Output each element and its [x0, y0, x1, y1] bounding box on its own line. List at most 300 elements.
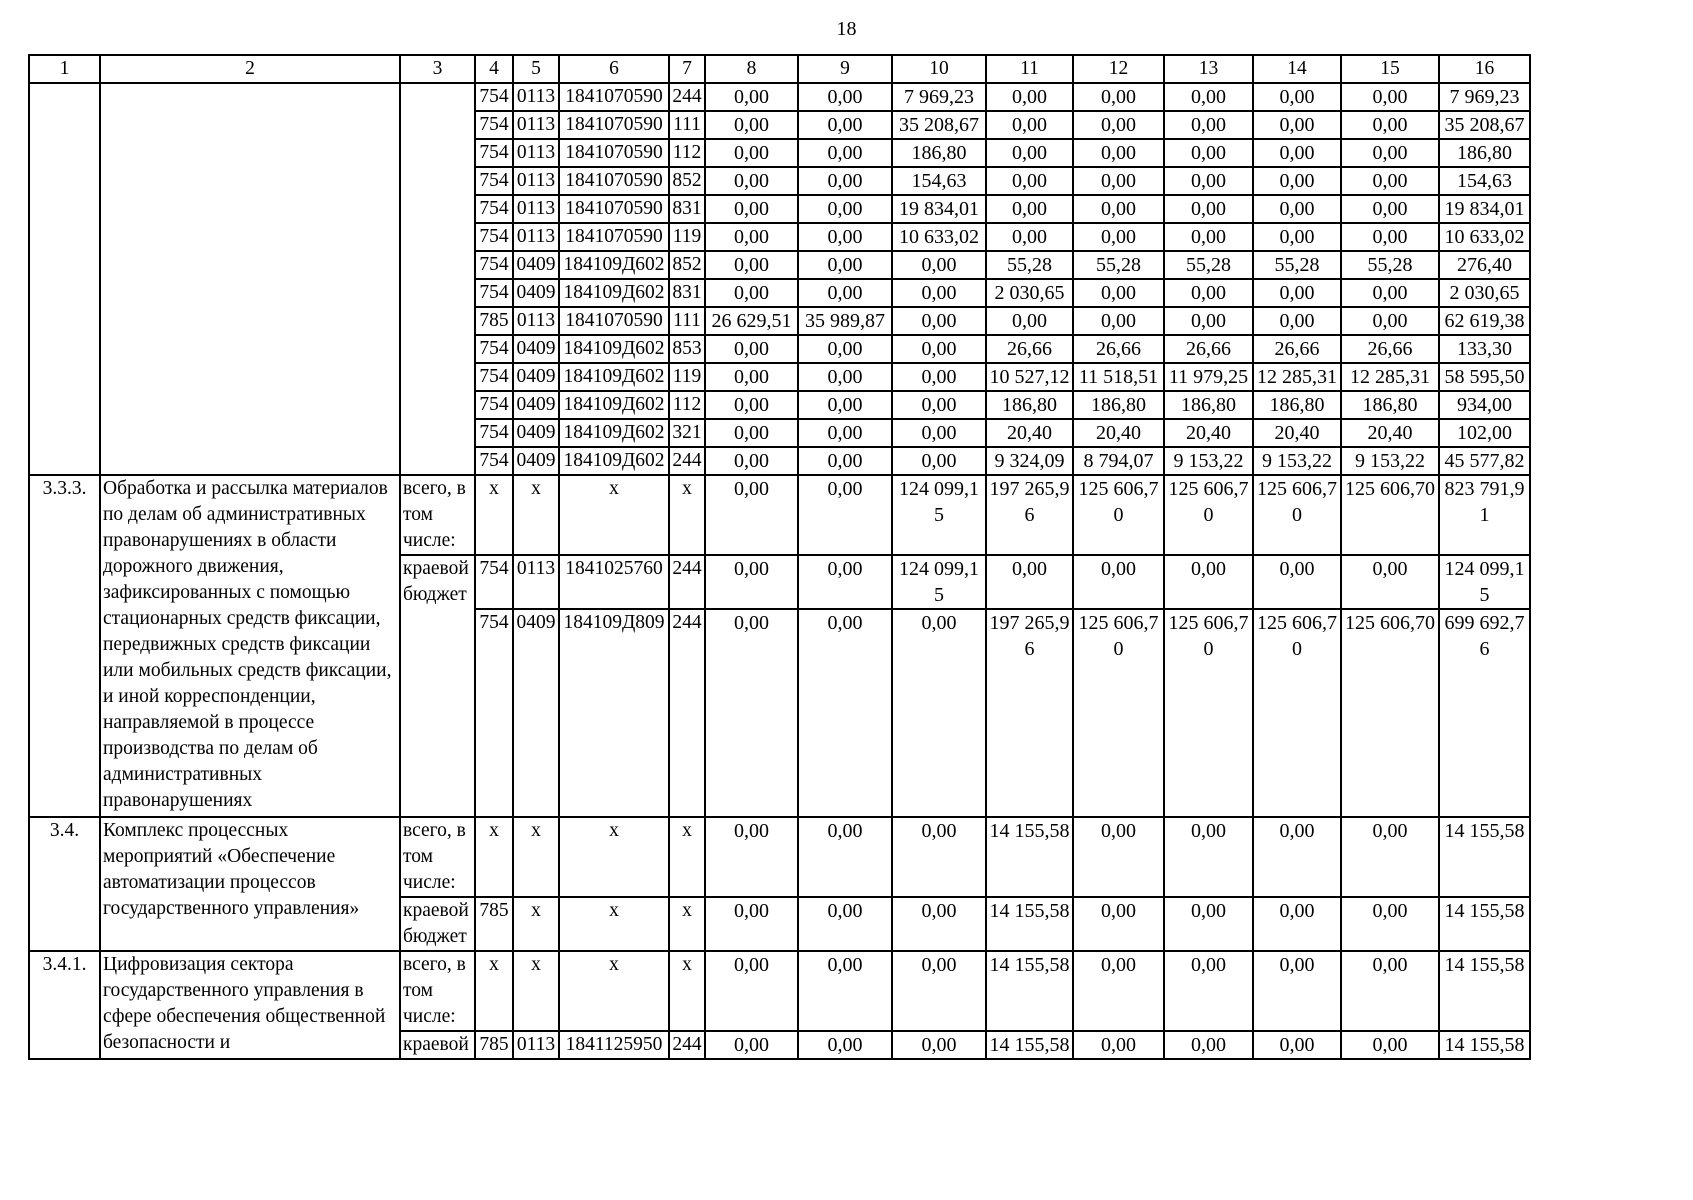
budget-table: [28, 54, 1531, 1060]
total-cell-col4: х: [475, 951, 513, 1031]
total-label: всего, в том числе:: [400, 817, 475, 897]
header-cell-6: 6: [559, 55, 669, 83]
section-number: 3.3.3.: [29, 475, 100, 817]
value-cell-col7: 321: [669, 419, 705, 447]
value-cell-col6: 184109Д602: [559, 391, 669, 419]
value-cell-col12: 0,00: [1073, 279, 1164, 307]
value-cell-col9: 0,00: [798, 391, 892, 419]
value-cell-col6: 1841070590: [559, 139, 669, 167]
budget-cell-col8: 0,00: [705, 897, 798, 951]
value-cell-col13: 0,00: [1164, 111, 1253, 139]
budget-cell-col14: 125 606,70: [1253, 609, 1341, 817]
total-cell-col12: 0,00: [1073, 951, 1164, 1031]
value-cell-col12: 20,40: [1073, 419, 1164, 447]
value-cell-col5: 0409: [513, 391, 559, 419]
value-cell-col14: 26,66: [1253, 335, 1341, 363]
budget-label: краевой бюджет: [400, 897, 475, 951]
total-cell-col15: 0,00: [1341, 951, 1439, 1031]
value-cell-col16: 102,00: [1439, 419, 1530, 447]
value-cell-col7: 852: [669, 167, 705, 195]
value-cell-col4: 754: [475, 167, 513, 195]
value-cell-col16: 45 577,82: [1439, 447, 1530, 475]
header-cell-5: 5: [513, 55, 559, 83]
value-cell-col11: 0,00: [986, 111, 1073, 139]
value-cell-col13: 186,80: [1164, 391, 1253, 419]
value-cell-col6: 1841070590: [559, 111, 669, 139]
budget-cell-col4: 754: [475, 609, 513, 817]
total-cell-col7: х: [669, 475, 705, 555]
value-cell-col6: 184109Д602: [559, 363, 669, 391]
value-cell-col6: 184109Д602: [559, 419, 669, 447]
value-cell-col8: 0,00: [705, 391, 798, 419]
budget-label: краевой бюджет: [400, 555, 475, 817]
value-cell-col8: 0,00: [705, 83, 798, 111]
value-cell-col11: 186,80: [986, 391, 1073, 419]
value-cell-col11: 0,00: [986, 139, 1073, 167]
total-cell-col15: 125 606,70: [1341, 475, 1439, 555]
total-label: всего, в том числе:: [400, 951, 475, 1031]
value-cell-col8: 0,00: [705, 195, 798, 223]
budget-cell-col6: 1841125950: [559, 1031, 669, 1059]
value-cell-col13: 0,00: [1164, 139, 1253, 167]
value-cell-col9: 0,00: [798, 83, 892, 111]
budget-cell-col15: 125 606,70: [1341, 609, 1439, 817]
budget-cell-col11: 0,00: [986, 555, 1073, 609]
total-cell-col5: х: [513, 475, 559, 555]
value-cell-col7: 244: [669, 83, 705, 111]
value-cell-col11: 0,00: [986, 167, 1073, 195]
value-cell-col8: 0,00: [705, 139, 798, 167]
budget-cell-col8: 0,00: [705, 1031, 798, 1059]
value-cell-col5: 0113: [513, 167, 559, 195]
value-cell-col16: 19 834,01: [1439, 195, 1530, 223]
value-cell-col4: 754: [475, 139, 513, 167]
budget-cell-col12: 125 606,70: [1073, 609, 1164, 817]
value-cell-col8: 0,00: [705, 167, 798, 195]
value-cell-col8: 0,00: [705, 111, 798, 139]
header-cell-7: 7: [669, 55, 705, 83]
value-cell-col4: 754: [475, 195, 513, 223]
value-cell-col16: 276,40: [1439, 251, 1530, 279]
budget-cell-col6: 184109Д809: [559, 609, 669, 817]
budget-cell-col11: 14 155,58: [986, 1031, 1073, 1059]
total-cell-col12: 0,00: [1073, 817, 1164, 897]
value-cell-col7: 111: [669, 307, 705, 335]
total-cell-col14: 0,00: [1253, 951, 1341, 1031]
total-cell-col5: х: [513, 951, 559, 1031]
header-cell-9: 9: [798, 55, 892, 83]
row-number-cell: [29, 83, 100, 475]
value-cell-col10: 0,00: [892, 307, 986, 335]
budget-cell-col9: 0,00: [798, 609, 892, 817]
value-cell-col12: 186,80: [1073, 391, 1164, 419]
total-cell-col16: 823 791,91: [1439, 475, 1530, 555]
total-cell-col7: х: [669, 817, 705, 897]
header-cell-14: 14: [1253, 55, 1341, 83]
budget-cell-col7: 244: [669, 555, 705, 609]
value-cell-col6: 184109Д602: [559, 335, 669, 363]
section-description: Обработка и рассылка материалов по делам об административных правонарушениях в области дорожного движения, зафиксированных с помощью стационарных средств фиксации, передвижных средств фиксации или мобильных средств фиксации, и иной корреспонденции, направляемой в процессе производства по делам об административных правонарушениях: [100, 475, 400, 817]
section-number: 3.4.1.: [29, 951, 100, 1059]
value-cell-col15: 55,28: [1341, 251, 1439, 279]
total-cell-col6: х: [559, 475, 669, 555]
value-cell-col5: 0409: [513, 335, 559, 363]
budget-cell-col13: 0,00: [1164, 555, 1253, 609]
value-cell-col10: 186,80: [892, 139, 986, 167]
value-cell-col11: 0,00: [986, 195, 1073, 223]
value-cell-col6: 184109Д602: [559, 447, 669, 475]
value-cell-col5: 0409: [513, 419, 559, 447]
budget-cell-col12: 0,00: [1073, 897, 1164, 951]
budget-cell-col5: 0113: [513, 1031, 559, 1059]
value-cell-col16: 62 619,38: [1439, 307, 1530, 335]
value-cell-col10: 0,00: [892, 391, 986, 419]
total-cell-col10: 0,00: [892, 951, 986, 1031]
value-cell-col16: 133,30: [1439, 335, 1530, 363]
value-cell-col4: 754: [475, 391, 513, 419]
value-cell-col10: 0,00: [892, 335, 986, 363]
value-cell-col7: 112: [669, 139, 705, 167]
total-cell-col13: 0,00: [1164, 951, 1253, 1031]
value-cell-col12: 0,00: [1073, 139, 1164, 167]
header-cell-13: 13: [1164, 55, 1253, 83]
budget-cell-col12: 0,00: [1073, 555, 1164, 609]
value-cell-col13: 20,40: [1164, 419, 1253, 447]
budget-cell-col5: х: [513, 897, 559, 951]
budget-cell-col10: 0,00: [892, 897, 986, 951]
value-cell-col5: 0113: [513, 195, 559, 223]
value-cell-col14: 55,28: [1253, 251, 1341, 279]
budget-cell-col14: 0,00: [1253, 1031, 1341, 1059]
value-cell-col16: 934,00: [1439, 391, 1530, 419]
value-cell-col15: 0,00: [1341, 279, 1439, 307]
value-cell-col15: 0,00: [1341, 307, 1439, 335]
value-cell-col16: 7 969,23: [1439, 83, 1530, 111]
value-cell-col11: 0,00: [986, 307, 1073, 335]
value-cell-col9: 0,00: [798, 363, 892, 391]
value-cell-col14: 0,00: [1253, 167, 1341, 195]
value-cell-col5: 0409: [513, 279, 559, 307]
total-cell-col16: 14 155,58: [1439, 951, 1530, 1031]
total-cell-col8: 0,00: [705, 475, 798, 555]
value-cell-col4: 785: [475, 307, 513, 335]
budget-cell-col10: 0,00: [892, 1031, 986, 1059]
value-cell-col7: 244: [669, 447, 705, 475]
table-row: [29, 83, 1530, 111]
total-cell-col9: 0,00: [798, 817, 892, 897]
value-cell-col6: 1841070590: [559, 223, 669, 251]
total-cell-col8: 0,00: [705, 817, 798, 897]
value-cell-col13: 0,00: [1164, 83, 1253, 111]
header-cell-12: 12: [1073, 55, 1164, 83]
value-cell-col4: 754: [475, 111, 513, 139]
page-number: 18: [836, 18, 857, 40]
total-cell-col15: 0,00: [1341, 817, 1439, 897]
budget-cell-col16: 14 155,58: [1439, 1031, 1530, 1059]
total-cell-col11: 14 155,58: [986, 951, 1073, 1031]
section-description: Цифровизация сектора государственного управления в сфере обеспечения общественной безопасности и: [100, 951, 400, 1059]
total-cell-col7: х: [669, 951, 705, 1031]
value-cell-col13: 11 979,25: [1164, 363, 1253, 391]
value-cell-col5: 0113: [513, 83, 559, 111]
value-cell-col10: 0,00: [892, 279, 986, 307]
total-cell-col14: 125 606,70: [1253, 475, 1341, 555]
value-cell-col5: 0409: [513, 251, 559, 279]
value-cell-col15: 186,80: [1341, 391, 1439, 419]
value-cell-col12: 11 518,51: [1073, 363, 1164, 391]
total-cell-col8: 0,00: [705, 951, 798, 1031]
total-cell-col10: 124 099,15: [892, 475, 986, 555]
section-total-row: [29, 475, 1530, 555]
budget-cell-col9: 0,00: [798, 555, 892, 609]
value-cell-col14: 186,80: [1253, 391, 1341, 419]
value-cell-col7: 831: [669, 195, 705, 223]
value-cell-col11: 55,28: [986, 251, 1073, 279]
value-cell-col16: 154,63: [1439, 167, 1530, 195]
budget-cell-col5: 0409: [513, 609, 559, 817]
section-total-row: [29, 817, 1530, 897]
value-cell-col6: 1841070590: [559, 195, 669, 223]
budget-cell-col5: 0113: [513, 555, 559, 609]
value-cell-col16: 58 595,50: [1439, 363, 1530, 391]
value-cell-col4: 754: [475, 419, 513, 447]
value-cell-col14: 0,00: [1253, 195, 1341, 223]
budget-cell-col15: 0,00: [1341, 555, 1439, 609]
value-cell-col13: 0,00: [1164, 167, 1253, 195]
total-cell-col10: 0,00: [892, 817, 986, 897]
value-cell-col11: 9 324,09: [986, 447, 1073, 475]
header-cell-8: 8: [705, 55, 798, 83]
value-cell-col8: 0,00: [705, 419, 798, 447]
value-cell-col6: 184109Д602: [559, 279, 669, 307]
value-cell-col10: 154,63: [892, 167, 986, 195]
budget-cell-col14: 0,00: [1253, 897, 1341, 951]
budget-cell-col11: 14 155,58: [986, 897, 1073, 951]
value-cell-col6: 184109Д602: [559, 251, 669, 279]
header-cell-2: 2: [100, 55, 400, 83]
value-cell-col8: 0,00: [705, 363, 798, 391]
value-cell-col4: 754: [475, 279, 513, 307]
value-cell-col14: 0,00: [1253, 111, 1341, 139]
budget-cell-col11: 197 265,96: [986, 609, 1073, 817]
value-cell-col11: 26,66: [986, 335, 1073, 363]
value-cell-col9: 0,00: [798, 251, 892, 279]
source-cell: [400, 83, 475, 475]
total-cell-col4: х: [475, 475, 513, 555]
value-cell-col7: 112: [669, 391, 705, 419]
value-cell-col8: 26 629,51: [705, 307, 798, 335]
value-cell-col5: 0113: [513, 307, 559, 335]
value-cell-col4: 754: [475, 83, 513, 111]
value-cell-col15: 0,00: [1341, 83, 1439, 111]
header-cell-11: 11: [986, 55, 1073, 83]
value-cell-col4: 754: [475, 447, 513, 475]
total-cell-col6: х: [559, 951, 669, 1031]
value-cell-col15: 26,66: [1341, 335, 1439, 363]
value-cell-col9: 0,00: [798, 111, 892, 139]
value-cell-col4: 754: [475, 251, 513, 279]
budget-cell-col12: 0,00: [1073, 1031, 1164, 1059]
value-cell-col12: 0,00: [1073, 167, 1164, 195]
value-cell-col10: 0,00: [892, 419, 986, 447]
total-cell-col5: х: [513, 817, 559, 897]
value-cell-col6: 1841070590: [559, 307, 669, 335]
budget-cell-col7: 244: [669, 1031, 705, 1059]
budget-cell-col4: 785: [475, 1031, 513, 1059]
budget-cell-col7: 244: [669, 609, 705, 817]
value-cell-col11: 10 527,12: [986, 363, 1073, 391]
description-cell: [100, 83, 400, 475]
budget-cell-col13: 0,00: [1164, 897, 1253, 951]
value-cell-col10: 7 969,23: [892, 83, 986, 111]
value-cell-col14: 9 153,22: [1253, 447, 1341, 475]
value-cell-col9: 0,00: [798, 335, 892, 363]
value-cell-col7: 119: [669, 363, 705, 391]
value-cell-col12: 26,66: [1073, 335, 1164, 363]
value-cell-col10: 0,00: [892, 447, 986, 475]
budget-cell-col15: 0,00: [1341, 1031, 1439, 1059]
value-cell-col4: 754: [475, 335, 513, 363]
value-cell-col15: 0,00: [1341, 111, 1439, 139]
value-cell-col6: 1841070590: [559, 83, 669, 111]
value-cell-col13: 0,00: [1164, 223, 1253, 251]
value-cell-col7: 119: [669, 223, 705, 251]
value-cell-col14: 12 285,31: [1253, 363, 1341, 391]
section-description: Комплекс процессных мероприятий «Обеспечение автоматизации процессов государственного управления»: [100, 817, 400, 951]
header-cell-10: 10: [892, 55, 986, 83]
header-cell-3: 3: [400, 55, 475, 83]
value-cell-col10: 35 208,67: [892, 111, 986, 139]
value-cell-col7: 852: [669, 251, 705, 279]
total-label: всего, в том числе:: [400, 475, 475, 555]
value-cell-col13: 55,28: [1164, 251, 1253, 279]
total-cell-col12: 125 606,70: [1073, 475, 1164, 555]
value-cell-col9: 0,00: [798, 419, 892, 447]
table-header-row: [29, 55, 1530, 83]
budget-cell-col9: 0,00: [798, 1031, 892, 1059]
value-cell-col12: 8 794,07: [1073, 447, 1164, 475]
budget-cell-col16: 699 692,76: [1439, 609, 1530, 817]
value-cell-col5: 0113: [513, 223, 559, 251]
value-cell-col8: 0,00: [705, 447, 798, 475]
value-cell-col14: 0,00: [1253, 83, 1341, 111]
value-cell-col8: 0,00: [705, 223, 798, 251]
value-cell-col13: 9 153,22: [1164, 447, 1253, 475]
value-cell-col5: 0113: [513, 111, 559, 139]
budget-cell-col6: х: [559, 897, 669, 951]
total-cell-col16: 14 155,58: [1439, 817, 1530, 897]
value-cell-col9: 35 989,87: [798, 307, 892, 335]
value-cell-col7: 853: [669, 335, 705, 363]
value-cell-col9: 0,00: [798, 223, 892, 251]
value-cell-col6: 1841070590: [559, 167, 669, 195]
budget-cell-col15: 0,00: [1341, 897, 1439, 951]
section-number: 3.4.: [29, 817, 100, 951]
value-cell-col14: 20,40: [1253, 419, 1341, 447]
value-cell-col10: 0,00: [892, 251, 986, 279]
value-cell-col9: 0,00: [798, 279, 892, 307]
value-cell-col12: 0,00: [1073, 195, 1164, 223]
total-cell-col9: 0,00: [798, 475, 892, 555]
value-cell-col5: 0409: [513, 363, 559, 391]
value-cell-col15: 0,00: [1341, 195, 1439, 223]
header-cell-15: 15: [1341, 55, 1439, 83]
value-cell-col16: 10 633,02: [1439, 223, 1530, 251]
value-cell-col10: 10 633,02: [892, 223, 986, 251]
budget-cell-col10: 0,00: [892, 609, 986, 817]
value-cell-col9: 0,00: [798, 447, 892, 475]
budget-cell-col13: 0,00: [1164, 1031, 1253, 1059]
value-cell-col13: 0,00: [1164, 307, 1253, 335]
value-cell-col8: 0,00: [705, 335, 798, 363]
budget-cell-col10: 124 099,15: [892, 555, 986, 609]
value-cell-col12: 0,00: [1073, 223, 1164, 251]
section-total-row: [29, 951, 1530, 1031]
value-cell-col14: 0,00: [1253, 139, 1341, 167]
value-cell-col16: 35 208,67: [1439, 111, 1530, 139]
total-cell-col11: 197 265,96: [986, 475, 1073, 555]
budget-cell-col6: 1841025760: [559, 555, 669, 609]
value-cell-col9: 0,00: [798, 167, 892, 195]
value-cell-col7: 111: [669, 111, 705, 139]
value-cell-col15: 20,40: [1341, 419, 1439, 447]
value-cell-col11: 2 030,65: [986, 279, 1073, 307]
budget-label: краевой: [400, 1031, 475, 1059]
value-cell-col12: 0,00: [1073, 111, 1164, 139]
total-cell-col6: х: [559, 817, 669, 897]
value-cell-col12: 0,00: [1073, 307, 1164, 335]
value-cell-col15: 12 285,31: [1341, 363, 1439, 391]
total-cell-col4: х: [475, 817, 513, 897]
header-cell-4: 4: [475, 55, 513, 83]
value-cell-col16: 2 030,65: [1439, 279, 1530, 307]
value-cell-col10: 0,00: [892, 363, 986, 391]
budget-cell-col16: 124 099,15: [1439, 555, 1530, 609]
budget-cell-col16: 14 155,58: [1439, 897, 1530, 951]
total-cell-col13: 0,00: [1164, 817, 1253, 897]
total-cell-col11: 14 155,58: [986, 817, 1073, 897]
value-cell-col4: 754: [475, 223, 513, 251]
budget-cell-col4: 754: [475, 555, 513, 609]
value-cell-col15: 0,00: [1341, 139, 1439, 167]
value-cell-col11: 20,40: [986, 419, 1073, 447]
value-cell-col13: 0,00: [1164, 279, 1253, 307]
value-cell-col15: 0,00: [1341, 167, 1439, 195]
budget-cell-col14: 0,00: [1253, 555, 1341, 609]
value-cell-col8: 0,00: [705, 251, 798, 279]
value-cell-col4: 754: [475, 363, 513, 391]
header-cell-16: 16: [1439, 55, 1530, 83]
value-cell-col14: 0,00: [1253, 307, 1341, 335]
value-cell-col16: 186,80: [1439, 139, 1530, 167]
budget-cell-col8: 0,00: [705, 555, 798, 609]
value-cell-col10: 19 834,01: [892, 195, 986, 223]
total-cell-col13: 125 606,70: [1164, 475, 1253, 555]
value-cell-col7: 831: [669, 279, 705, 307]
budget-cell-col7: х: [669, 897, 705, 951]
value-cell-col12: 0,00: [1073, 83, 1164, 111]
value-cell-col13: 26,66: [1164, 335, 1253, 363]
value-cell-col13: 0,00: [1164, 195, 1253, 223]
budget-cell-col4: 785: [475, 897, 513, 951]
value-cell-col14: 0,00: [1253, 279, 1341, 307]
budget-cell-col13: 125 606,70: [1164, 609, 1253, 817]
value-cell-col9: 0,00: [798, 195, 892, 223]
header-cell-1: 1: [29, 55, 100, 83]
value-cell-col9: 0,00: [798, 139, 892, 167]
value-cell-col14: 0,00: [1253, 223, 1341, 251]
total-cell-col14: 0,00: [1253, 817, 1341, 897]
